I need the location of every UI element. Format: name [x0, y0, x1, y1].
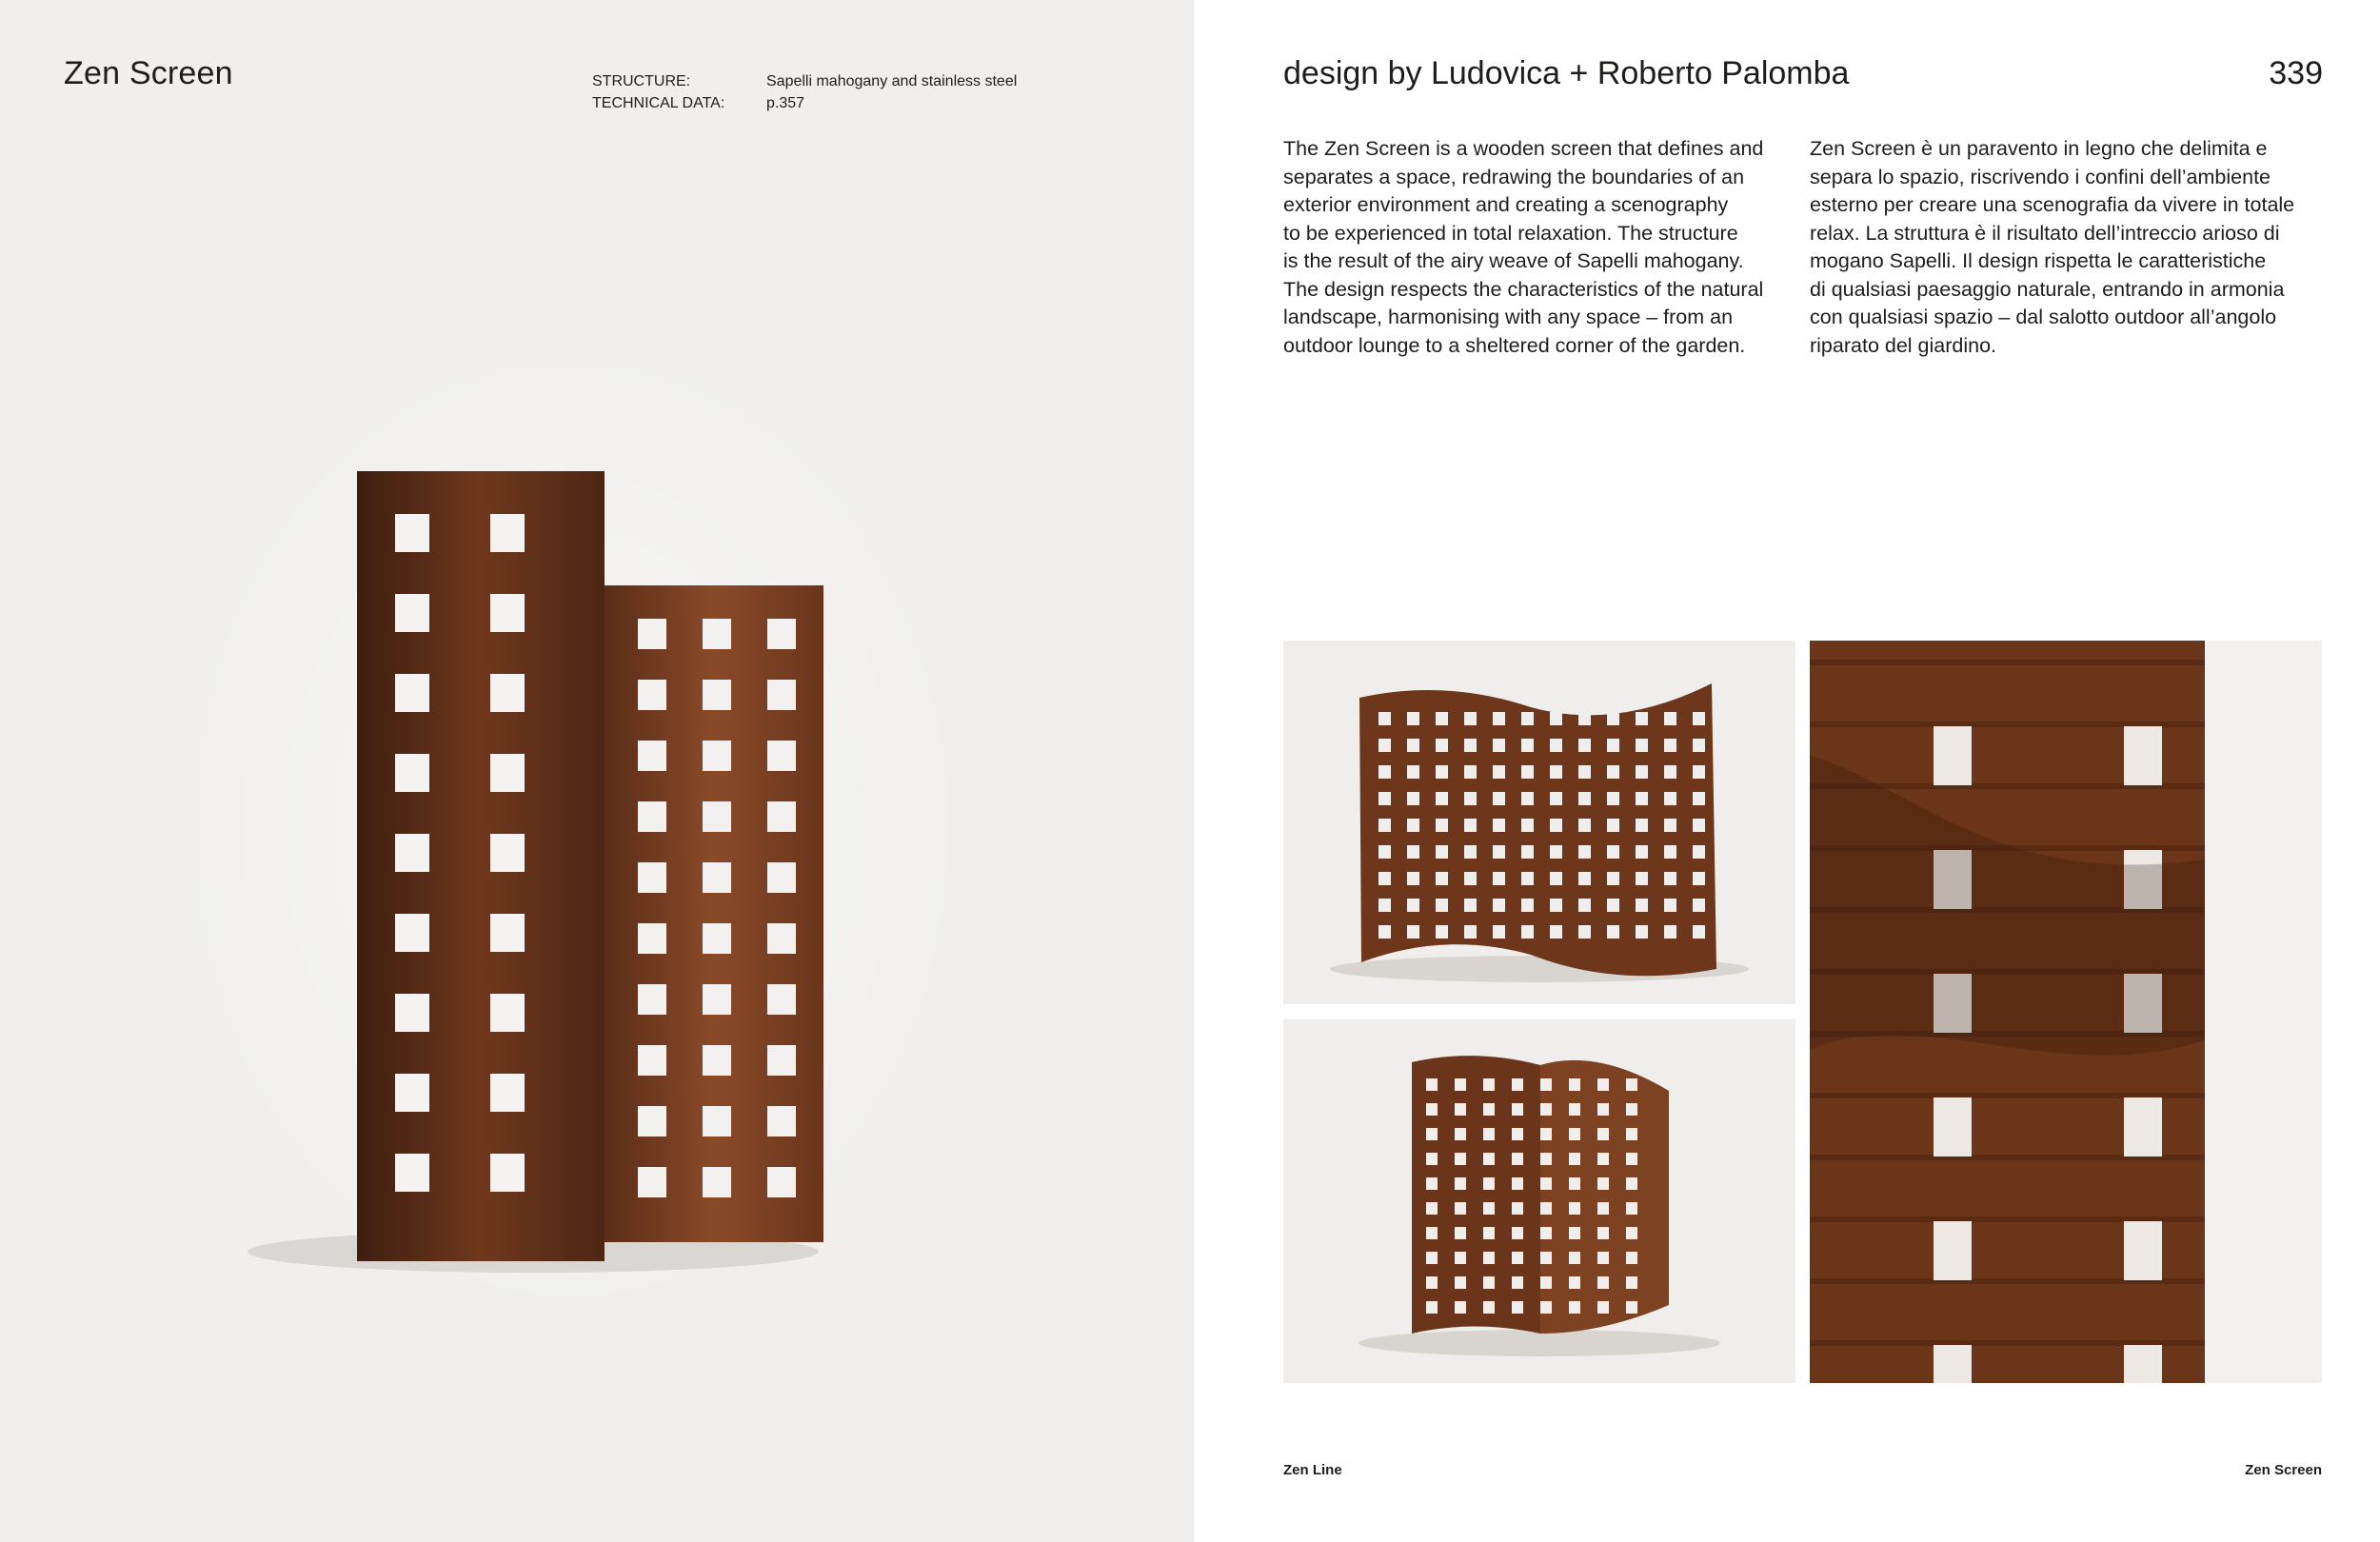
text-line: con qualsiasi spazio – dal salotto outdoor all’angolo [1810, 306, 2277, 328]
spec-row-technical-data [592, 92, 1017, 114]
spec-value: p.357 [766, 95, 805, 111]
text-line: separates a space, redrawing the boundaries of an [1283, 165, 1745, 188]
photo-screen-closeup [1810, 641, 2322, 1383]
spec-label: TECHNICAL DATA: [592, 95, 725, 111]
text-line: is the result of the airy weave of Sapelli mahogany. [1283, 249, 1744, 272]
description-italian [1810, 135, 2305, 360]
text-line: outdoor lounge to a sheltered corner of the garden. [1283, 333, 1746, 357]
description-english [1283, 135, 1778, 360]
text-line: to be experienced in total relaxation. The structure [1283, 221, 1738, 245]
spec-row-structure [592, 70, 1017, 92]
footer-product: Zen Screen [2245, 1462, 2322, 1478]
text-line: mogano Sapelli. Il design rispetta le caratteristiche [1810, 249, 2267, 272]
text-line: relax. La struttura è il risultato dell’intreccio arioso di [1810, 221, 2280, 245]
text-line: esterno per creare una scenografia da vivere in totale [1810, 193, 2295, 216]
product-title: Zen Screen [64, 55, 233, 91]
photo-screen-curved [1283, 641, 1795, 1004]
spec-label: STRUCTURE: [592, 73, 691, 89]
text-line: separa lo spazio, riscrivendo i confini dell’ambiente [1810, 165, 2271, 188]
text-line: di qualsiasi paesaggio naturale, entrando in armonia [1810, 277, 2285, 301]
photo-screen-folded [1283, 1019, 1795, 1383]
footer-collection: Zen Line [1283, 1462, 1342, 1478]
text-line: Zen Screen è un paravento in legno che delimita e [1810, 137, 2268, 160]
text-line: riparato del giardino. [1810, 333, 1997, 357]
page-number: 339 [2269, 55, 2323, 91]
hero-product-image [171, 314, 1009, 1304]
specs-table [592, 70, 1017, 114]
designer-credit: design by Ludovica + Roberto Palomba [1283, 55, 1850, 91]
text-line: The Zen Screen is a wooden screen that defines and [1283, 137, 1764, 160]
text-line: exterior environment and creating a scenography [1283, 193, 1729, 216]
spec-value: Sapelli mahogany and stainless steel [766, 73, 1018, 89]
text-line: The design respects the characteristics of the natural [1283, 277, 1764, 301]
text-line: landscape, harmonising with any space – from an [1283, 306, 1734, 328]
